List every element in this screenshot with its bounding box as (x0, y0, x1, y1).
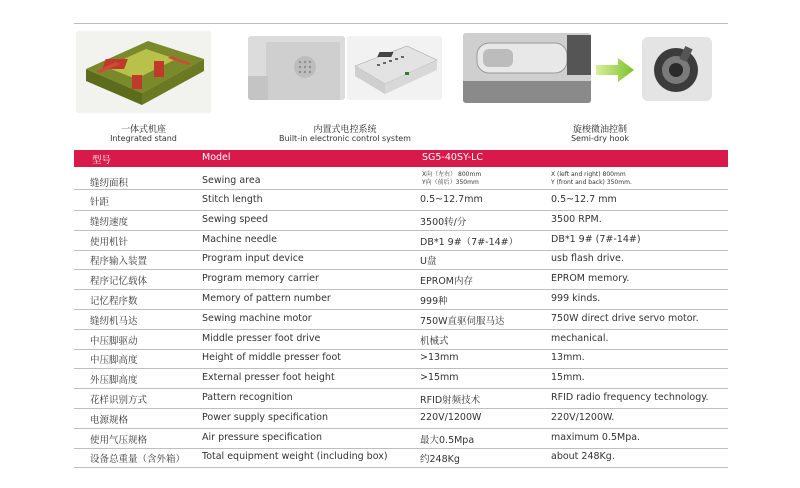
row-en-label: Pattern recognition (202, 392, 293, 403)
feature-caption-en: Built-in electronic control system (279, 134, 411, 143)
header-model-value: SG5-40SY-LC (422, 152, 484, 163)
table-row (74, 230, 728, 251)
row-value-cn-line2: Y向（前后）350mm (422, 179, 479, 186)
row-value-en-line1: X (left and right) 800mm (551, 171, 626, 178)
row-value-en: 220V/1200W. (551, 411, 615, 423)
table-row (74, 428, 728, 449)
row-cn-label: 缝纫速度 (90, 216, 129, 228)
row-cn-label: 缝纫面积 (90, 178, 129, 189)
table-row (74, 329, 728, 350)
row-en-label: Sewing speed (202, 213, 269, 225)
row-value-cn: >15mm (420, 372, 459, 384)
row-cn-label: 针距 (90, 197, 110, 208)
header-cn-label: 型号 (92, 155, 112, 166)
row-value-cn: >13mm (420, 352, 459, 364)
row-value-en: about 248Kg. (551, 451, 615, 463)
feature-caption-en: Integrated stand (110, 134, 177, 143)
table-row (74, 388, 728, 409)
row-en-label: Sewing area (202, 175, 261, 186)
arrow-right-icon (596, 58, 634, 82)
row-value-en: mechanical. (551, 332, 609, 344)
row-cn-label: 中压脚高度 (90, 355, 138, 367)
row-value-en: EPROM memory. (551, 273, 630, 285)
row-cn-label: 外压脚高度 (90, 375, 138, 387)
top-divider (74, 23, 728, 24)
row-en-label: Sewing machine motor (202, 312, 312, 324)
row-value-cn: RFID射频技术 (420, 395, 481, 406)
row-value-cn: 机械式 (420, 335, 449, 347)
feature-caption-cn: 旋梭微油控制 (572, 125, 627, 135)
row-value-cn: 3500转/分 (420, 216, 467, 228)
table-row (74, 210, 728, 231)
row-cn-label: 程序记忆载体 (90, 276, 148, 288)
row-value-cn: 最大0.5Mpa (420, 434, 475, 446)
table-row (74, 289, 728, 310)
table-row (74, 309, 728, 330)
row-value-cn: DB*1 9#（7#-14#） (420, 236, 519, 248)
row-en-label: Memory of pattern number (202, 293, 331, 304)
row-en-label: Power supply specification (202, 411, 328, 423)
row-value-en: 999 kinds. (551, 293, 601, 304)
row-en-label: External presser foot height (202, 372, 335, 384)
row-value-en: 0.5~12.7 mm (551, 194, 617, 205)
row-value-cn: 999种 (420, 296, 448, 307)
header-en-label: Model (202, 152, 231, 163)
table-row (74, 447, 728, 468)
feature-caption-cn: 内置式电控系统 (313, 125, 377, 135)
row-value-cn: U盘 (420, 256, 437, 268)
row-value-cn: EPROM内存 (420, 276, 474, 288)
row-en-label: Machine needle (202, 233, 278, 245)
row-value-en: usb flash drive. (551, 253, 624, 265)
row-cn-label: 缝纫机马达 (90, 315, 138, 327)
row-cn-label: 花样识别方式 (90, 395, 148, 406)
control-box-image (347, 36, 442, 100)
table-row (74, 348, 728, 369)
row-cn-label: 使用机针 (90, 236, 129, 248)
row-value-en: 13mm. (551, 352, 585, 364)
row-value-en: RFID radio frequency technology. (551, 392, 709, 403)
control-cabinet-image (248, 36, 345, 100)
row-cn-label: 电源规格 (90, 414, 129, 426)
row-cn-label: 使用气压规格 (90, 434, 148, 446)
row-value-cn: 750W直驱伺服马达 (420, 315, 505, 327)
feature-caption-en: Semi-dry hook (570, 134, 630, 143)
row-value-en: DB*1 9# (7#-14#) (551, 233, 641, 245)
row-cn-label: 记忆程序数 (90, 296, 138, 307)
row-value-en: 3500 RPM. (551, 213, 602, 225)
table-row (74, 269, 728, 290)
row-value-cn-line1: X向（左右） 800mm (422, 171, 482, 178)
row-value-en-line2: Y (front and back) 350mm. (551, 179, 632, 186)
row-cn-label: 设备总重量（含外箱） (90, 454, 186, 466)
row-en-label: Air pressure specification (202, 431, 323, 443)
row-cn-label: 程序输入装置 (90, 256, 148, 268)
row-value-en: 15mm. (551, 372, 585, 384)
row-value-cn: 约248Kg (420, 454, 460, 466)
row-value-en: 750W direct drive servo motor. (551, 312, 699, 324)
row-value-cn: 220V/1200W (420, 411, 482, 423)
table-row (74, 249, 728, 270)
integrated-stand-image (76, 31, 211, 113)
rotary-hook-image (642, 37, 712, 101)
row-en-label: Stitch length (202, 194, 263, 205)
row-value-cn: 0.5~12.7mm (420, 194, 483, 205)
row-en-label: Program memory carrier (202, 273, 319, 285)
row-en-label: Program input device (202, 253, 304, 265)
row-value-en: maximum 0.5Mpa. (551, 431, 641, 443)
hook-oil-image (463, 33, 591, 103)
table-row (74, 190, 728, 211)
feature-caption-cn: 一体式机座 (120, 125, 166, 135)
row-en-label: Height of middle presser foot (202, 352, 341, 364)
spec-table-header (74, 150, 728, 167)
row-en-label: Total equipment weight (including box) (202, 451, 388, 463)
table-row (74, 169, 728, 190)
row-en-label: Middle presser foot drive (202, 332, 321, 344)
table-row (74, 368, 728, 389)
row-cn-label: 中压脚驱动 (90, 335, 138, 347)
table-row (74, 408, 728, 429)
